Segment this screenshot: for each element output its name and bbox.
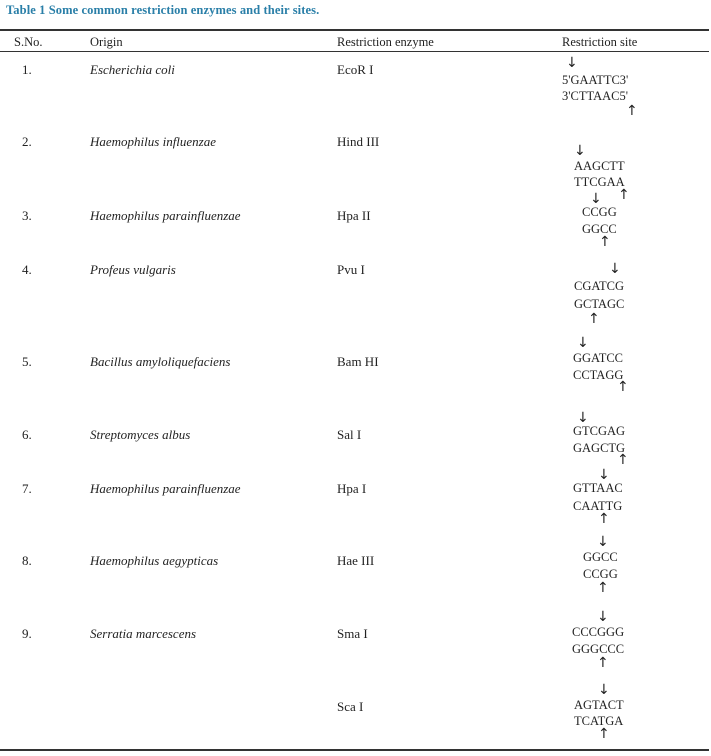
cut-arrow-down-icon: ↓ [566,55,578,71]
row-origin: Haemophilus aegypticas [90,553,219,568]
table-header-rule [0,51,709,52]
cut-arrow-down-icon: ↓ [597,609,609,625]
site-top-strand: GTCGAG [573,424,626,438]
row-origin: Haemophilus parainfluenzae [90,481,241,496]
row-enzyme: Hae III [337,553,375,568]
cut-arrow-down-icon: ↓ [577,335,589,351]
site-bottom-strand: GCTAGC [574,297,625,311]
table-header [0,35,709,51]
row-origin: Serratia marcescens [90,626,197,641]
table-bottom-rule [0,749,709,751]
site-bottom-strand: GGCC [582,222,617,236]
row-enzyme: EcoR I [337,62,374,77]
row-sno: 3. [22,208,32,223]
cut-arrow-up-icon: ↑ [588,311,600,327]
site-top-strand: 5'GAATTC3' [562,73,629,87]
site-top-strand: CCCGGG [572,625,625,639]
site-bottom-strand: GAGCTG [573,441,626,455]
cut-arrow-up-icon: ↑ [598,726,610,742]
table-top-rule [0,29,709,31]
cut-arrow-down-icon: ↓ [590,191,602,207]
row-origin: Profeus vulgaris [90,262,176,277]
row-sno: 7. [22,481,32,496]
row-enzyme: Sca I [337,699,364,714]
row-sno: 6. [22,427,32,442]
site-bottom-strand: 3'CTTAAC5' [562,89,629,103]
header-enzyme: Restriction enzyme [337,35,434,49]
header-sno: S.No. [14,35,43,49]
site-top-strand: GTTAAC [573,481,623,495]
row-enzyme: Sal I [337,427,362,442]
cut-arrow-down-icon: ↓ [598,467,610,483]
row-origin: Escherichia coli [90,62,175,77]
row-enzyme: Pvu I [337,262,365,277]
row-enzyme: Bam HI [337,354,379,369]
cut-arrow-up-icon: ↑ [598,511,610,527]
cut-arrow-up-icon: ↑ [599,234,611,250]
row-origin: Bacillus amyloliquefaciens [90,354,231,369]
site-bottom-strand: TTCGAA [574,175,625,189]
header-origin: Origin [90,35,123,49]
cut-arrow-down-icon: ↓ [577,410,589,426]
site-top-strand: CGATCG [574,279,625,293]
table-caption: Table 1 Some common restriction enzymes and their sites. [6,3,320,17]
cut-arrow-up-icon: ↑ [597,655,609,671]
cut-arrow-down-icon: ↓ [597,534,609,550]
row-sno: 8. [22,553,32,568]
row-origin: Streptomyces albus [90,427,191,442]
site-top-strand: AGTACT [574,698,624,712]
row-sno: 1. [22,62,32,77]
site-top-strand: CCGG [582,205,617,219]
site-top-strand: GGCC [583,550,618,564]
row-enzyme: Hind III [337,134,380,149]
cut-arrow-up-icon: ↑ [626,103,638,119]
site-top-strand: GGATCC [573,351,624,365]
row-enzyme: Sma I [337,626,368,641]
site-bottom-strand: CAATTG [573,499,623,513]
row-origin: Haemophilus parainfluenzae [90,208,241,223]
row-sno: 9. [22,626,32,641]
cut-arrow-up-icon: ↑ [617,452,629,468]
row-sno: 4. [22,262,32,277]
site-bottom-strand: CCTAGG [573,368,624,382]
site-bottom-strand: CCGG [583,567,618,581]
cut-arrow-up-icon: ↑ [618,187,630,203]
row-sno: 2. [22,134,32,149]
cut-arrow-down-icon: ↓ [574,143,586,159]
row-origin: Haemophilus influenzae [90,134,217,149]
row-sno: 5. [22,354,32,369]
row-enzyme: Hpa II [337,208,371,223]
site-bottom-strand: TCATGA [574,714,624,728]
cut-arrow-up-icon: ↑ [617,379,629,395]
header-site: Restriction site [562,35,638,49]
cut-arrow-up-icon: ↑ [597,580,609,596]
site-top-strand: AAGCTT [574,159,625,173]
row-enzyme: Hpa I [337,481,367,496]
cut-arrow-down-icon: ↓ [598,682,610,698]
site-bottom-strand: GGGCCC [572,642,625,656]
cut-arrow-down-icon: ↓ [609,261,621,277]
